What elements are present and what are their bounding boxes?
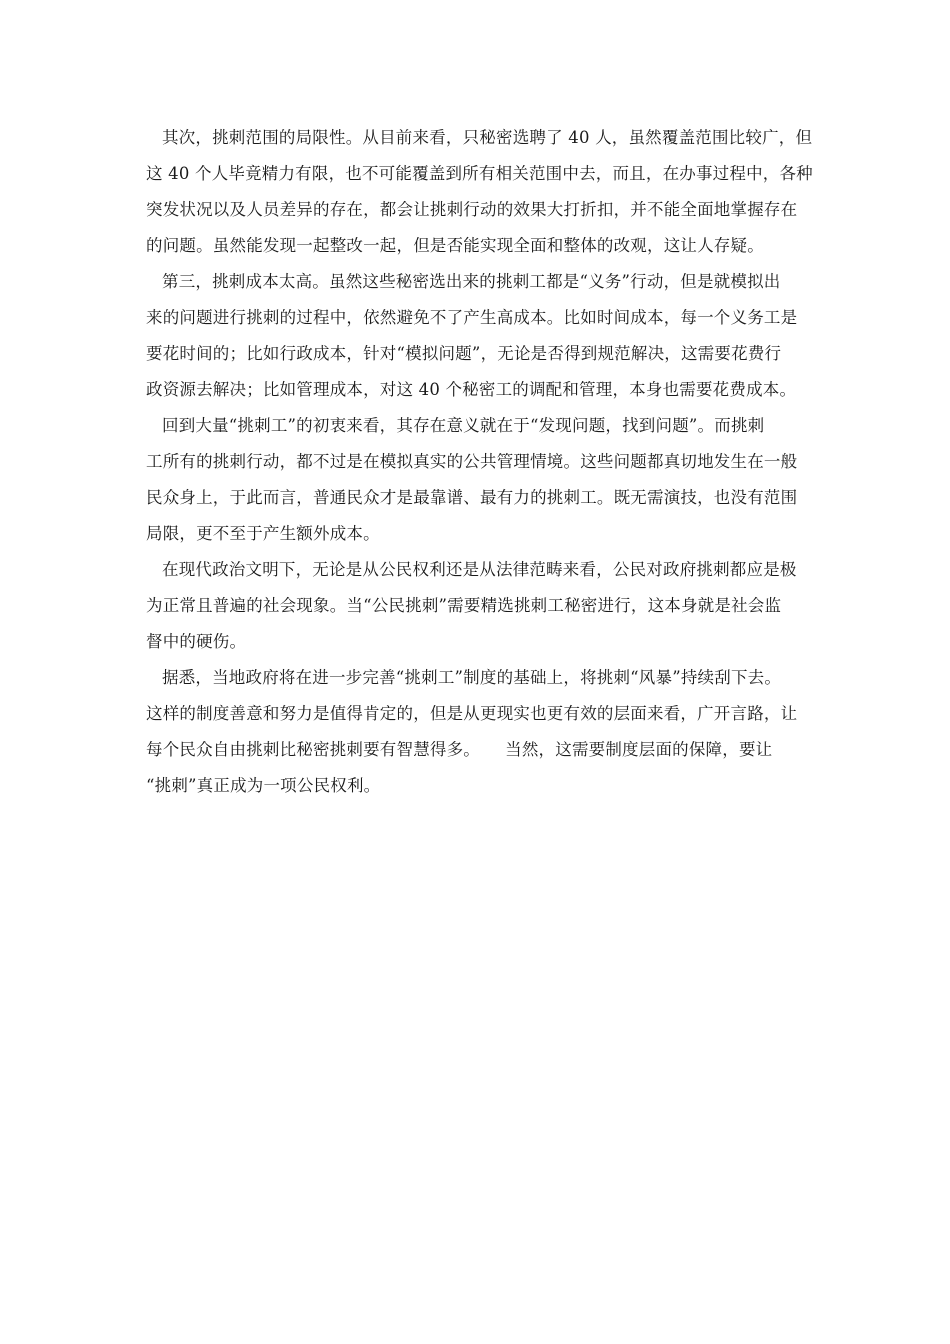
paragraph-line: 为正常且普遍的社会现象。当“公民挑刺”需要精选挑刺工秘密进行，这本身就是社会监 — [146, 596, 782, 615]
paragraph-line: 在现代政治文明下，无论是从公民权利还是从法律范畴来看，公民对政府挑刺都应是极 — [162, 560, 797, 579]
paragraph-line: 这 40 个人毕竟精力有限，也不可能覆盖到所有相关范围中去，而且，在办事过程中，各种 — [146, 164, 813, 183]
document-body — [146, 120, 826, 804]
paragraph-line: 的问题。虽然能发现一起整改一起，但是否能实现全面和整体的改观，这让人存疑。 — [146, 236, 764, 255]
paragraph-line: 其次，挑刺范围的局限性。从目前来看，只秘密选聘了 40 人，虽然覆盖范围比较广，但 — [162, 128, 813, 147]
paragraph-line: 民众身上，于此而言，普通民众才是最靠谱、最有力的挑刺工。既无需演技，也没有范围 — [146, 488, 798, 507]
paragraph-line: 第三，挑刺成本太高。虽然这些秘密选出来的挑刺工都是“义务”行动，但是就模拟出 — [162, 272, 781, 291]
paragraph-line: 督中的硬伤。 — [146, 632, 247, 651]
paragraph-line: 回到大量“挑刺工”的初衷来看，其存在意义就在于“发现问题，找到问题”。而挑刺 — [162, 416, 765, 435]
paragraph-line: 这样的制度善意和努力是值得肯定的，但是从更现实也更有效的层面来看，广开言路，让 — [146, 704, 798, 723]
paragraph-line: 来的问题进行挑刺的过程中，依然避免不了产生高成本。比如时间成本，每一个义务工是 — [146, 308, 798, 327]
paragraph-line: 每个民众自由挑刺比秘密挑刺要有智慧得多。 当然，这需要制度层面的保障，要让 — [146, 740, 773, 759]
paragraph-line: 政资源去解决；比如管理成本，对这 40 个秘密工的调配和管理，本身也需要花费成本。 — [146, 380, 797, 399]
paragraph-line: 工所有的挑刺行动，都不过是在模拟真实的公共管理情境。这些问题都真切地发生在一般 — [146, 452, 798, 471]
paragraph-line: 突发状况以及人员差异的存在，都会让挑刺行动的效果大打折扣，并不能全面地掌握存在 — [146, 200, 798, 219]
paragraph-line: “挑刺”真正成为一项公民权利。 — [146, 776, 381, 795]
paragraph-line: 要花时间的；比如行政成本，针对“模拟问题”，无论是否得到规范解决，这需要花费行 — [146, 344, 782, 363]
paragraph-line: 据悉，当地政府将在进一步完善“挑刺工”制度的基础上，将挑刺“风暴”持续刮下去。 — [162, 668, 782, 687]
paragraph-line: 局限，更不至于产生额外成本。 — [146, 524, 380, 543]
